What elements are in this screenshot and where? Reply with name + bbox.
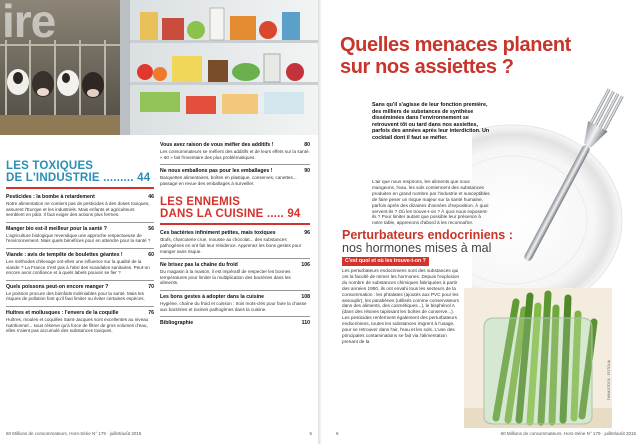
section-heading bbox=[342, 229, 572, 255]
right-footer bbox=[336, 431, 636, 436]
toc-entry-pesticides[interactable] bbox=[6, 194, 154, 218]
toc-entry-title: Ne brisez pas la chaîne du froid bbox=[160, 262, 238, 269]
section-title-dots: ......... bbox=[103, 172, 134, 184]
toc-entry-title: Les bons gestes à adopter dans la cuisine bbox=[160, 293, 265, 300]
section-title-line-1: LES TOXIQUES bbox=[6, 160, 94, 172]
section-heading-main: Perturbateurs endocriniens : bbox=[342, 228, 513, 242]
toc-entry-page: 70 bbox=[148, 283, 154, 290]
toc-entry-additifs[interactable] bbox=[160, 142, 310, 160]
article-intro: L'air que nous respirons, les aliments que nous mangeons, l'eau, les sols contiennent des substances produites en grand nombre par l'industrie et susceptibles de faire peser un risque majeur sur la santé humaine, parfois après des dizaines d'années d'exposition. À quoi servent-ils ? Où les trouve-t-on ? À quoi nous exposent-ils ? Pour limiter autant que possible leur présence à notre table, apprenons d'abord à les reconnaître. bbox=[372, 179, 490, 226]
toc-entry-page: 56 bbox=[148, 225, 154, 232]
toc-entry-poissons[interactable] bbox=[6, 284, 154, 302]
hero-photo bbox=[0, 0, 318, 135]
footer-publication: 60 Millions de consommateurs. Hors-Série N° 179 · juillet/août 2015 bbox=[500, 431, 636, 436]
toc-entry-title: Quels poissons peut-on encore manger ? bbox=[6, 283, 109, 290]
section-title-line-2 bbox=[160, 208, 310, 220]
toc-entry-bibliographie[interactable] bbox=[160, 320, 310, 326]
divider bbox=[160, 164, 310, 165]
footer-page-number: 5 bbox=[309, 431, 312, 436]
toc-entry-desc: Le poisson procure des bienfaits indéniables pour la santé. Mais les risques de pollution font qu'il faut limiter ou éviter certaines espèces. bbox=[6, 290, 145, 302]
toc-entry-page: 90 bbox=[304, 168, 310, 175]
toc-entry-desc: Du magasin à la maison, il est impératif de respecter les bonnes températures pour limiter la multiplication des bactéries dans les aliments. bbox=[160, 269, 291, 286]
divider bbox=[6, 248, 154, 249]
section-separator bbox=[6, 187, 154, 189]
toc-entry-page: 96 bbox=[304, 230, 310, 237]
section-title-line-1: LES ENNEMIS bbox=[160, 196, 241, 209]
divider bbox=[6, 306, 154, 307]
toc-entry-page: 76 bbox=[148, 309, 154, 316]
toc-entry-title: Vous avez raison de vous méfier des additifs ! bbox=[160, 142, 274, 148]
left-page bbox=[0, 0, 318, 444]
photo-credit: THINKSTOCK · FOTOLIA bbox=[607, 360, 611, 401]
toc-entry-title: Bibliographie bbox=[160, 320, 194, 327]
section-page-number: 94 bbox=[287, 208, 301, 221]
section-title-toxiques[interactable] bbox=[6, 160, 154, 184]
toc-entry-emballages[interactable] bbox=[160, 168, 310, 186]
divider bbox=[160, 290, 310, 291]
toc-column-1 bbox=[6, 160, 154, 338]
toc-entry-huitres[interactable] bbox=[6, 310, 154, 334]
divider bbox=[6, 280, 154, 281]
article-title: Quelles menaces planent sur nos assiettes ? bbox=[340, 34, 571, 78]
toc-entry-title: Ces bactéries infiniment petites, mais toxiques bbox=[160, 230, 276, 237]
toc-entry-page: 106 bbox=[301, 262, 310, 269]
toc-entry-bio[interactable] bbox=[6, 226, 154, 244]
toc-entry-gestes[interactable] bbox=[160, 294, 310, 312]
article-body: Les perturbateurs endocriniens sont des substances qui ont la faculté de mimer les hormones. Depuis l'explosion du nombre de substances chimiques fabriquées à partir des années 1950, ils ont envahi tous les secteurs de la consommation : les phtalates (ajoutés aux PVC pour les assouplir), les parabènes (utilisés comme conservateurs dans des aliments, des cosmétiques...), le bisphénol A (dans des résines tapissant les boîtes de conserve...). Les pesticides renferment également des perturbateurs endocriniens, toutes les substances migrent à l'usage, pour se retrouver dans l'air, l'eau et les sols. L'une des principales contaminations se fait via l'alimentation prenant de la bbox=[342, 268, 460, 344]
toc-entry-desc: Notre alimentation ne contient pas de pesticides à des doses toxiques, assurent l'Europe et les industriels. Mais enfants et agriculteurs semblent en pâtir. Il faut exiger des actions plus fermes. bbox=[6, 201, 150, 218]
toc-entry-title: Manger bio est-il meilleur pour la santé ? bbox=[6, 225, 107, 232]
plate-fork-illustration bbox=[472, 70, 640, 310]
section-separator bbox=[160, 223, 310, 225]
toc-entry-title: Ne nous emballons pas pour les emballages ! bbox=[160, 168, 273, 175]
green-beans-photo bbox=[464, 288, 612, 428]
section-header-word: ire bbox=[2, 0, 56, 47]
toc-entry-page: 110 bbox=[301, 320, 310, 327]
toc-entry-desc: Les méthodes d'élevage ont-elles une influence sur la qualité de la viande ? La France n'est pas à l'abri des scandales sanitaires. Peut-on encore avoir confiance et à quels labels pouvoir se fier ? bbox=[6, 258, 150, 276]
toc-entry-froid[interactable] bbox=[160, 262, 310, 286]
toc-entry-page: 80 bbox=[304, 142, 310, 148]
toc-column-2 bbox=[160, 142, 310, 330]
toc-entry-desc: Barquettes alimentaires, boîtes en plastique, conserves, canettes... passage en revue des emballages à surveiller. bbox=[160, 175, 297, 186]
toc-entry-bacteries[interactable] bbox=[160, 230, 310, 254]
section-title-text: DE L'INDUSTRIE bbox=[6, 172, 100, 184]
left-footer bbox=[6, 431, 312, 436]
question-badge: C'est quoi et où les trouve-t-on ? bbox=[342, 257, 429, 266]
section-title-text: DANS LA CUISINE bbox=[160, 208, 264, 221]
toc-entry-title: Viande : avis de tempête de boulettes géantes ! bbox=[6, 251, 123, 258]
section-page-number: 44 bbox=[137, 172, 151, 184]
toc-entry-viande[interactable] bbox=[6, 252, 154, 276]
footer-page-number: 6 bbox=[336, 431, 339, 436]
toc-entry-title: Huîtres et mollusques : l'envers de la coquille bbox=[6, 309, 119, 316]
right-page bbox=[322, 0, 640, 444]
section-title-ennemis[interactable] bbox=[160, 196, 310, 220]
toc-entry-desc: Les consommateurs se méfient des additifs et de leurs effets sur la santé. « 60 » fait l'inventaire des plus problématiques. bbox=[160, 149, 310, 160]
divider bbox=[160, 316, 310, 317]
section-title-line-2 bbox=[6, 172, 154, 184]
toc-entry-desc: Hygiène, chaîne du froid et cuisson : trois mots-clés pour faire la chasse aux bactéries et toxines pathogènes dans la cuisine. bbox=[160, 300, 307, 312]
toc-entry-desc: Œufs, charcuterie crue, mousse au chocolat... des substances pathogènes en ont fait leur résidence. Apprenez les bons gestes pour manger sans risque. bbox=[160, 237, 302, 254]
toc-entry-desc: Huîtres, moules et coquilles Saint-Jacques sont excellentes au niveau nutritionnel... sous réserve qu'à force de filtrer de gros volumes d'eau, elles n'aient pas accumulé des substances toxiques. bbox=[6, 316, 149, 334]
toc-entry-page: 60 bbox=[148, 251, 154, 258]
divider bbox=[160, 258, 310, 259]
section-title-dots: ..... bbox=[266, 208, 284, 221]
divider bbox=[6, 222, 154, 223]
article-lead: Sans qu'il s'agisse de leur fonction première, des milliers de substances de synthèse disséminées dans l'environnement se retrouvent tôt ou tard dans nos assiettes, parfois des années après leur interdiction. Un cocktail dont il faut se méfier. bbox=[372, 102, 490, 141]
footer-publication: 60 Millions de consommateurs. Hors-Série N° 179 · juillet/août 2015 bbox=[6, 431, 142, 436]
toc-entry-title: Pesticides : la bombe à retardement bbox=[6, 194, 95, 200]
section-heading-sub: nos hormones mises à mal bbox=[342, 241, 492, 255]
toc-entry-page: 108 bbox=[301, 293, 310, 300]
toc-entry-desc: L'agriculture biologique revendique une approche respectueuse de l'environnement. Mais quels bénéfices pour en attendre pour la santé ? bbox=[6, 232, 151, 244]
toc-entry-page: 46 bbox=[148, 194, 154, 200]
